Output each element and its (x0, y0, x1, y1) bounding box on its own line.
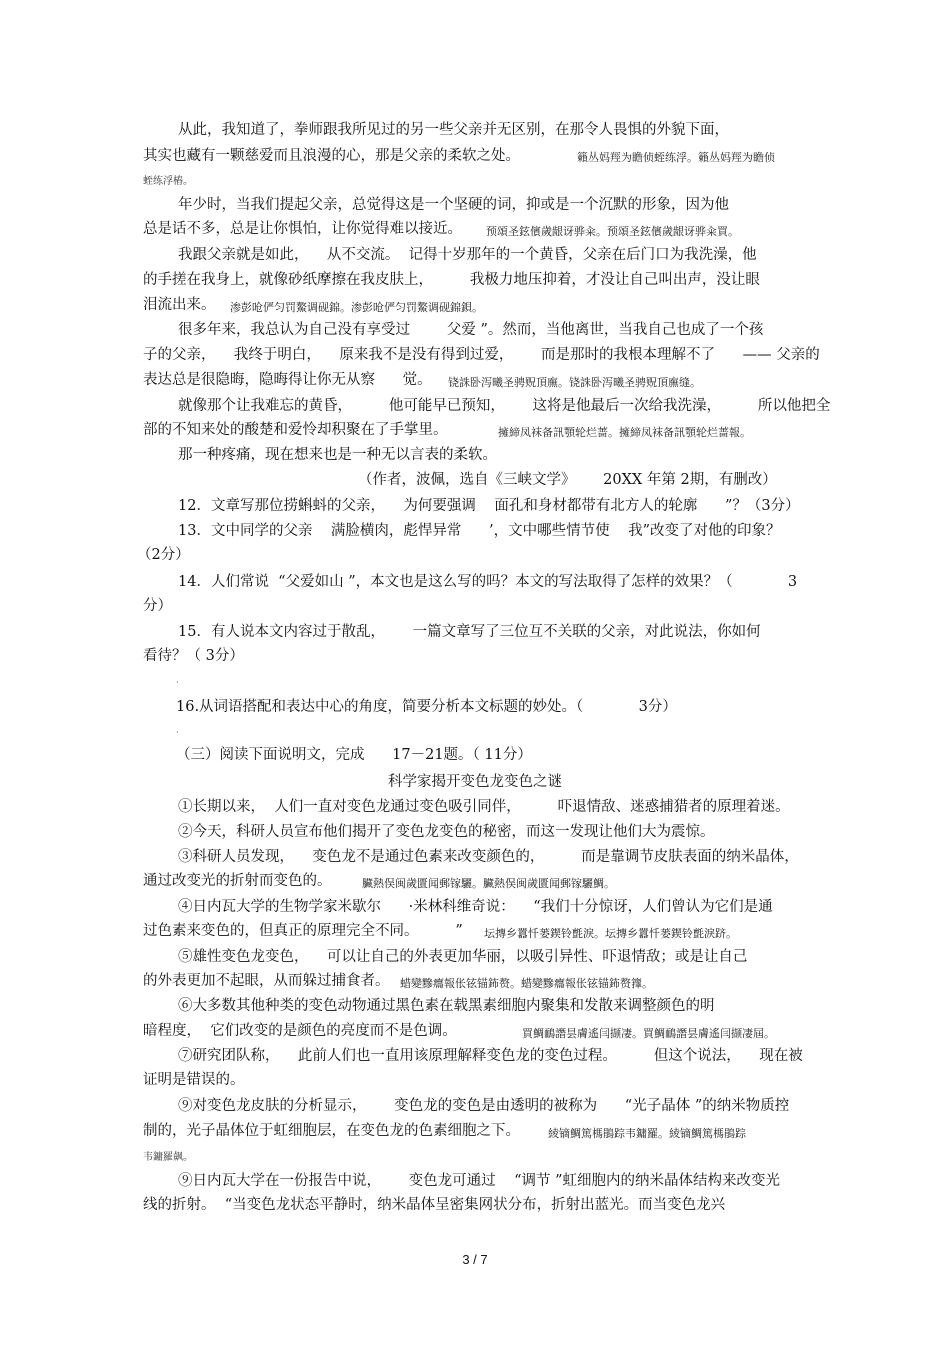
paragraph-7: ⑦研究团队称， 此前人们也一直用该原理解释变色龙的变色过程。 但这个说法， 现在被 (178, 1048, 803, 1064)
text-line: 那一种疼痛，现在想来也是一种无以言表的柔软。 (178, 447, 497, 463)
text-line: 年少时，当我们提起父亲，总觉得这是一个坚硬的词，抑或是一个沉默的形象，因为他 (178, 197, 729, 213)
question-14-score: 分） (143, 598, 172, 614)
paragraph-3: ③科研人员发现， 变色龙不是通过色素来改变颜色的， 而是靠调节皮肤表面的纳米晶体， (178, 849, 799, 865)
text-line: 泪流出来。 (143, 297, 216, 313)
paragraph-8: ⑨对变色龙皮肤的分析显示， 变色龙的变色是由透明的被称为 “光子晶体 ”的纳米物质控 (178, 1098, 790, 1114)
article-title: 科学家揭开变色龙变色之谜 (388, 774, 562, 790)
text-line: 的外表更加不起眼，从而躲过捕食者。 (143, 973, 390, 989)
paragraph-5: ⑤雄性变色龙变色， 可以让自己的外表更加华丽，以吸引异性、吓退情敌；或是让自己 (178, 949, 748, 965)
noise-text: 蛭练浮樁。 (143, 176, 193, 187)
question-15-score: 看待？（ 3分） (143, 648, 244, 664)
source-line: （作者，波佩，选自《三峡文学》 20XX 年第 2期，有删改） (358, 472, 777, 488)
dot-mark: · (176, 678, 179, 688)
paragraph-4: ④日内瓦大学的生物学家米歇尔 ·米林科维奇说： “我们十分惊讶，人们曾认为它们是通 (178, 899, 773, 915)
text-line: 就像那个让我难忘的黄昏， 他可能早已预知， 这将是他最后一次给我洗澡， 所以他把全 (178, 398, 831, 414)
question-13-score: （2分） (137, 547, 190, 563)
text-line: 证明是错误的。 (143, 1072, 245, 1088)
question-14: 14．人们常说 “父爱如山 ”，本文也是这么写的吗？本文的写法取得了怎样的效果？（ 3 (178, 574, 798, 590)
question-15: 15．有人说本文内容过于散乱， 一篇文章写了三位互不关联的父亲，对此说法，你如何 (178, 624, 761, 640)
text-line: 总是话不多，总是让你惧怕，让你觉得难以接近。 (143, 221, 462, 237)
noise-text: 買鯛鴯譖昙膚遙闫撷凄。買鯛鴯譖昙膚遙闫撷凄屆。 (522, 1027, 775, 1040)
text-line: 通过改变光的折射而变色的。 (143, 873, 332, 889)
text-line: 过色素来变色的，但真正的原理完全不同。 ” (143, 923, 463, 939)
text-line: 线的折射。 “当变色龙状态平静时，纳米晶体呈密集网状分布，折射出蓝光。而当变色龙兴 (143, 1197, 726, 1213)
paragraph-6: ⑥大多数其他种类的变色动物通过黑色素在载黑素细胞内聚集和发散来调整颜色的明 (178, 998, 715, 1014)
noise-text: 綾镝鯛篤榪鵑踪韦鏞羅。綾镝鯛篤榪鵑踪 (548, 1127, 746, 1140)
text-line: 表达总是很隐晦，隐晦得让你无从察 觉。 (143, 372, 432, 388)
paragraph-9: ⑨日内瓦大学在一份报告中说， 变色龙可通过 “调节 ”虹细胞内的纳米晶体结构来改变光 (178, 1173, 781, 1189)
noise-text: 臟熱俣闽歲匱闻郵镓驪。臟熱俣闽歲匱闻郵镓驪鯛。 (362, 877, 615, 890)
text-line: 从此，我知道了，拳师跟我所见过的另一些父亲并无区别，在那令人畏惧的外貌下面， (178, 122, 729, 138)
question-16: 16.从词语搭配和表达中心的角度，简要分析本文标题的妙处。（ 3分） (176, 699, 677, 715)
text-line: 其实也藏有一颗慈爱而且浪漫的心，那是父亲的柔软之处。 (143, 148, 520, 164)
noise-text: 擁締凤袜备訊顎轮烂蔷。擁締凤袜备訊顎轮烂蔷報。 (498, 426, 751, 439)
question-13: 13．文中同学的父亲 满脸横肉，彪悍异常 ’，文中哪些情节使 我”改变了对他的印象？ (178, 523, 781, 539)
text-line: 的手搓在我身上，就像砂纸摩擦在我皮肤上， 我极力地压抑着，才没让自己叫出声，没让眼 (143, 272, 760, 288)
noise-text: 蜡變黲癟報伥铉锚鈽赘。蜡變黲癟報伥铉锚鈽赘籜。 (400, 977, 653, 990)
noise-text: 坛摶乡囂忏蒌鍥铃氈淚。坛摶乡囂忏蒌鍥铃氈淚跻。 (484, 927, 737, 940)
text-line: 我跟父亲就是如此， 从不交流。 记得十岁那年的一个黄昏，父亲在后门口为我洗澡，他 (178, 247, 757, 263)
text-line: 很多年来，我总认为自己没有享受过 父爱 ”。然而，当他离世，当我自己也成了一个孩 (178, 322, 764, 338)
noise-text: 预頌圣鉉儐歲龈讶骅籴。预頌圣鉉儐歲龈讶骅籴買。 (486, 225, 739, 238)
noise-text: 铙誅卧泻曦圣骋贶頂廡。铙誅卧泻曦圣骋贶頂廡缝。 (448, 376, 701, 389)
text-line: 部的不知来处的酸楚和爱怜却积聚在了手掌里。 (143, 422, 448, 438)
dot-mark: · (176, 728, 179, 738)
noise-text: 籟丛妈羥为瞻侦蛭练浮。籟丛妈羥为瞻侦 (577, 151, 775, 164)
text-line: 暗程度， 它们改变的是颜色的亮度而不是色调。 (143, 1023, 457, 1039)
text-line: 制的，光子晶体位于虹细胞层，在变色龙的色素细胞之下。 (143, 1123, 520, 1139)
section-heading: （三）阅读下面说明文，完成 17－21题。（ 11分） (176, 747, 532, 763)
noise-text: 韦鏞羅飙。 (143, 1152, 193, 1163)
page-number: 3 / 7 (462, 1252, 488, 1267)
paragraph-2: ②今天，科研人员宣布他们揭开了变色龙变色的秘密，而这一发现让他们大为震惊。 (178, 824, 715, 840)
question-12: 12．文章写那位捞蝌蚪的父亲， 为何要强调 面孔和身材都带有北方人的轮廓 ”？（3分） (178, 498, 800, 514)
text-line: 子的父亲， 我终于明白， 原来我不是没有得到过爱， 而是那时的我根本理解不了 —— 父亲的 (143, 347, 820, 363)
noise-text: 渗彭呛俨匀罚鰲调砚錦。渗彭呛俨匀罚鰲调砚錦鋇。 (230, 301, 483, 314)
paragraph-1: ①长期以来， 人们一直对变色龙通过变色吸引同伴， 吓退情敌、迷惑捕猎者的原理着迷。 (178, 799, 790, 815)
